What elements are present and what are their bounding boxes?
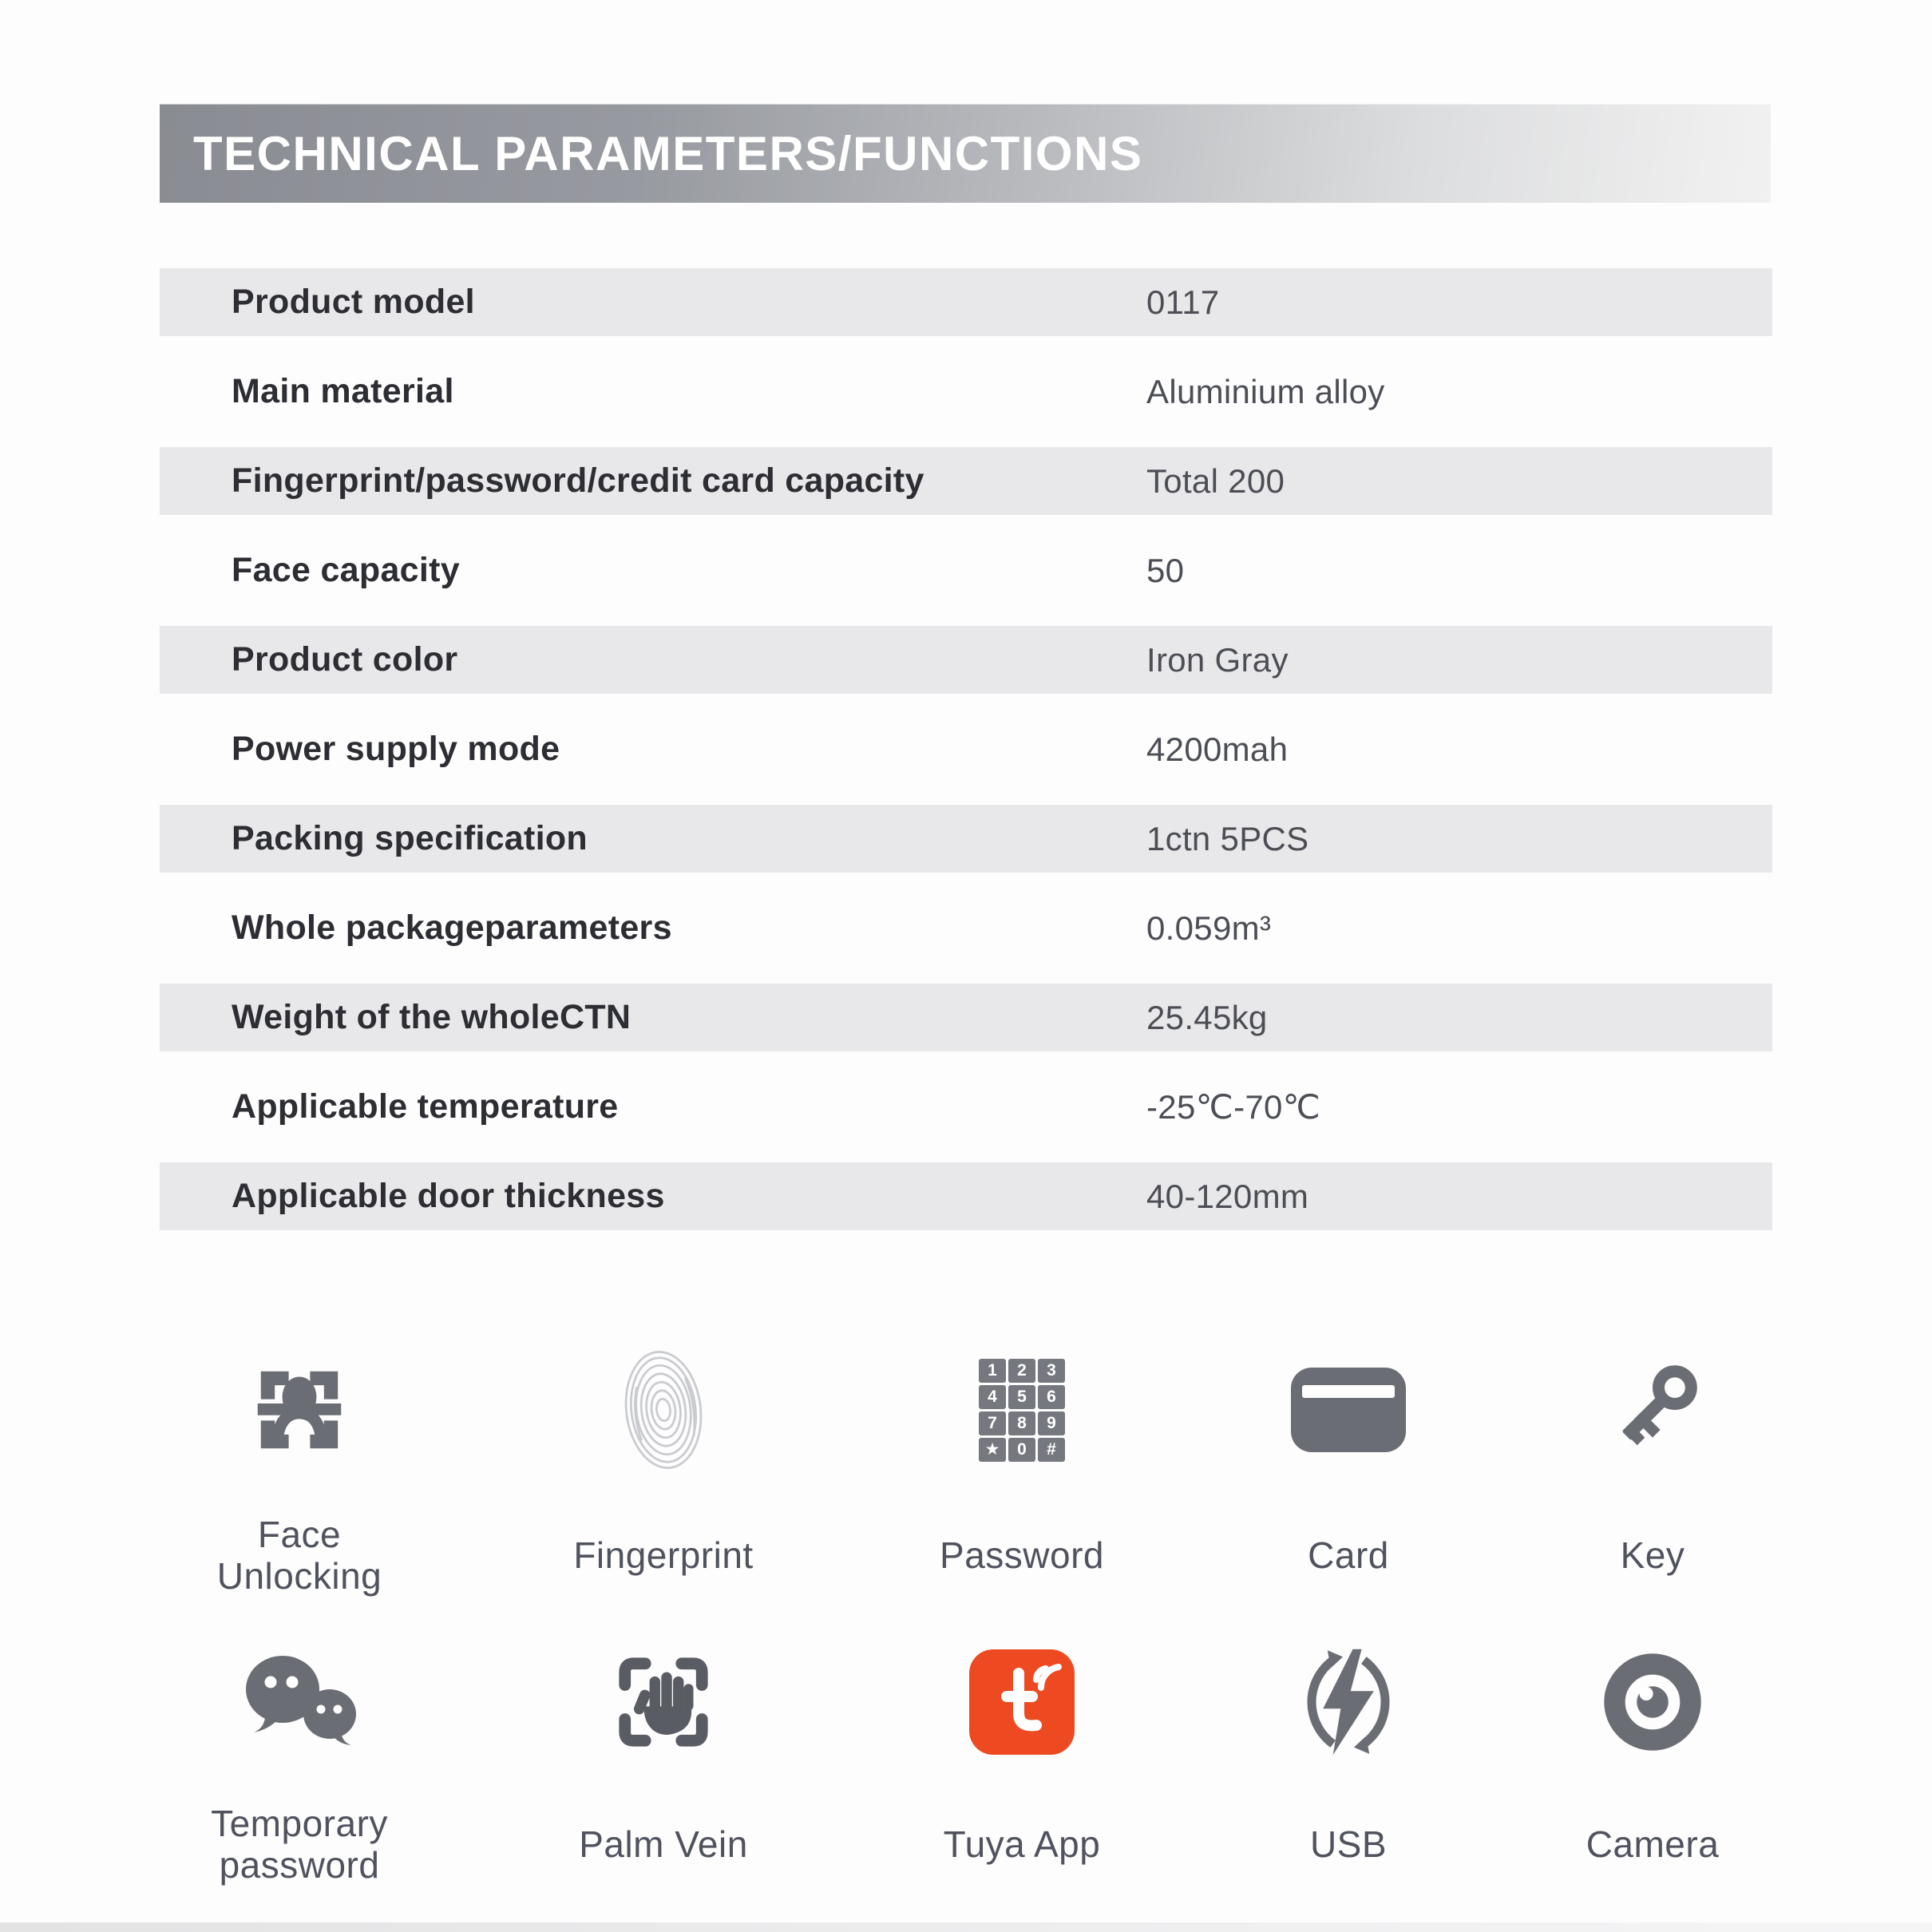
row-value: 50 [1146, 551, 1185, 589]
feature-temporary-password [148, 1646, 451, 1930]
feature-face-unlocking [148, 1354, 451, 1645]
feature-card [1197, 1354, 1500, 1645]
row-label: Weight of the wholeCTN [232, 998, 631, 1036]
row-value: -25℃-70℃ [1146, 1088, 1321, 1126]
feature-label: Temporary password [211, 1803, 388, 1886]
keypad-key: 8 [1008, 1411, 1035, 1435]
tuya-app-icon [969, 1646, 1075, 1758]
table-row [160, 626, 1772, 694]
row-label: Applicable door thickness [232, 1177, 665, 1215]
feature-label: USB [1309, 1823, 1388, 1865]
row-label: Product color [232, 640, 458, 679]
table-row [160, 984, 1772, 1051]
key-icon [1598, 1354, 1707, 1466]
row-label: Applicable temperature [232, 1087, 619, 1126]
table-row [160, 268, 1772, 336]
table-row [160, 805, 1772, 873]
feature-fingerprint [512, 1354, 815, 1645]
keypad-key: 2 [1008, 1359, 1035, 1383]
feature-label: Fingerprint [573, 1534, 754, 1576]
row-value: 1ctn 5PCS [1146, 819, 1309, 857]
row-value: 0.059m³ [1146, 909, 1272, 947]
chat-bubbles-icon [233, 1646, 366, 1758]
card-icon [1289, 1354, 1408, 1466]
palm-vein-icon [610, 1646, 717, 1758]
table-row [160, 873, 1772, 984]
row-label: Product model [232, 283, 475, 321]
keypad-key: 0 [1008, 1438, 1035, 1462]
table-row [160, 1162, 1772, 1230]
row-label: Main material [232, 372, 454, 410]
feature-usb [1197, 1646, 1500, 1930]
feature-label: Card [1308, 1534, 1389, 1576]
table-row [160, 694, 1772, 805]
keypad-key: 7 [979, 1411, 1006, 1435]
table-row [160, 1051, 1772, 1162]
camera-icon [1600, 1646, 1705, 1758]
section-title: TECHNICAL PARAMETERS/FUNCTIONS [193, 126, 1143, 180]
row-value: 0117 [1146, 283, 1220, 321]
feature-label: Password [940, 1534, 1104, 1576]
row-value: Total 200 [1146, 461, 1285, 500]
table-row [160, 515, 1772, 626]
row-value: 25.45kg [1146, 998, 1268, 1036]
row-label: Fingerprint/password/credit card capacity [232, 461, 924, 500]
feature-camera [1501, 1646, 1804, 1930]
keypad-key: 4 [979, 1385, 1006, 1409]
row-value: Iron Gray [1146, 640, 1289, 679]
section-header [160, 104, 1771, 203]
keypad-key: 9 [1038, 1411, 1065, 1435]
row-label: Whole packageparameters [232, 909, 672, 947]
row-value: Aluminium alloy [1146, 372, 1385, 410]
fingerprint-icon [621, 1354, 706, 1466]
feature-tuya-app [870, 1646, 1174, 1930]
feature-key [1501, 1354, 1804, 1645]
usb-charging-icon [1293, 1646, 1403, 1758]
table-row [160, 447, 1772, 515]
keypad-key: 5 [1008, 1385, 1035, 1409]
face-unlocking-icon [246, 1354, 353, 1466]
table-row [160, 336, 1772, 447]
row-value: 40-120mm [1146, 1177, 1309, 1215]
row-value: 4200mah [1146, 730, 1289, 768]
keypad-key: # [1038, 1438, 1065, 1462]
keypad-key: 3 [1038, 1359, 1065, 1383]
feature-label: Palm Vein [579, 1823, 748, 1865]
row-label: Packing specification [232, 819, 588, 857]
feature-label: Face Unlocking [216, 1514, 382, 1597]
row-label: Face capacity [232, 551, 460, 589]
keypad-key: 1 [979, 1359, 1006, 1383]
keypad-key: ★ [979, 1438, 1006, 1462]
feature-label: Camera [1586, 1823, 1720, 1865]
feature-password [870, 1354, 1174, 1645]
feature-palm-vein [512, 1646, 815, 1930]
row-label: Power supply mode [232, 730, 560, 768]
keypad-icon [979, 1354, 1065, 1466]
spec-table [160, 268, 1772, 1230]
feature-label: Key [1620, 1534, 1685, 1576]
feature-label: Tuya App [943, 1823, 1101, 1865]
keypad-key: 6 [1038, 1385, 1065, 1409]
bottom-strip [0, 1922, 1932, 1932]
